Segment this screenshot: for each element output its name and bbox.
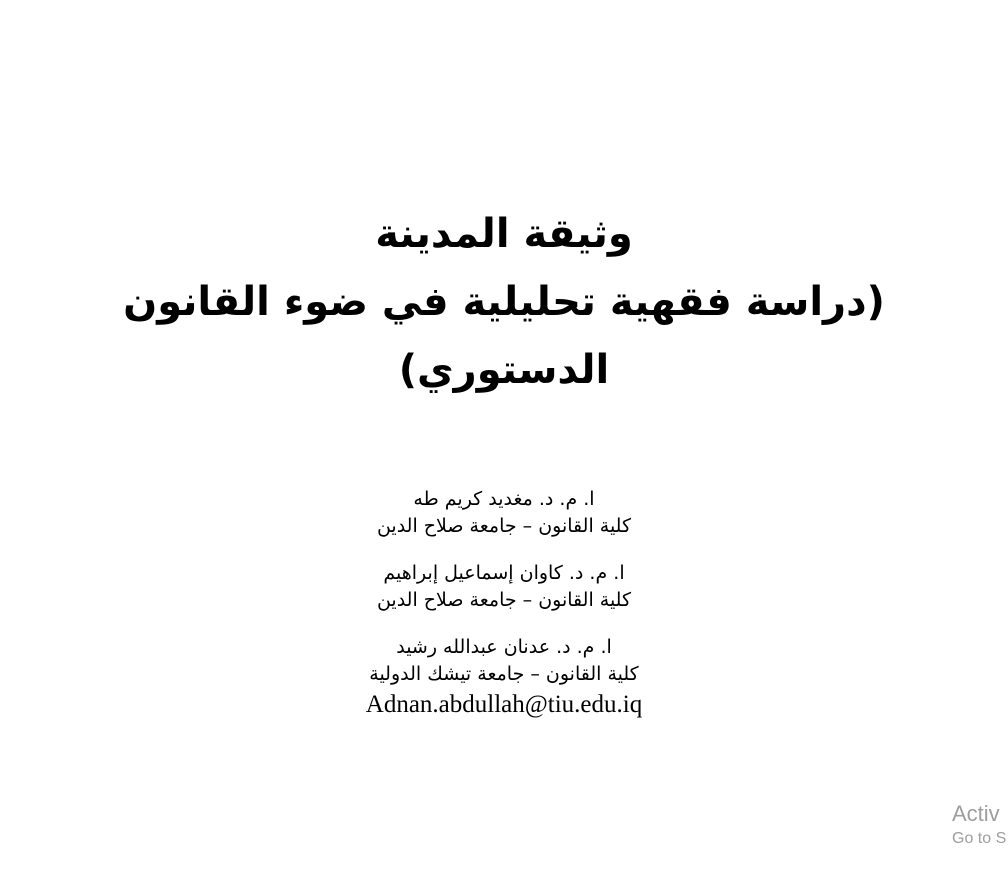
author-name: ا. م. د. مغديد كريم طه bbox=[413, 488, 595, 510]
author-email: Adnan.abdullah@tiu.edu.iq bbox=[365, 691, 643, 718]
title-line-2: (دراسة فقهية تحليلية في ضوء القانون bbox=[123, 279, 885, 325]
author-affiliation: كلية القانون – جامعة تيشك الدولية bbox=[369, 663, 639, 685]
activation-watermark bbox=[952, 800, 1008, 850]
author-name: ا. م. د. عدنان عبدالله رشيد bbox=[396, 636, 612, 658]
document-title bbox=[0, 200, 1008, 404]
author-2 bbox=[0, 560, 1008, 614]
authors-block bbox=[0, 486, 1008, 742]
title-line-1: وثيقة المدينة bbox=[375, 211, 633, 257]
title-line-3: الدستوري) bbox=[398, 347, 610, 393]
watermark-line-1: Activ bbox=[952, 801, 1000, 826]
author-3 bbox=[0, 634, 1008, 722]
author-affiliation: كلية القانون – جامعة صلاح الدين bbox=[376, 515, 632, 537]
author-affiliation: كلية القانون – جامعة صلاح الدين bbox=[376, 589, 632, 611]
author-name: ا. م. د. كاوان إسماعيل إبراهيم bbox=[383, 562, 625, 584]
author-1 bbox=[0, 486, 1008, 540]
watermark-line-2: Go to S bbox=[952, 830, 1007, 847]
